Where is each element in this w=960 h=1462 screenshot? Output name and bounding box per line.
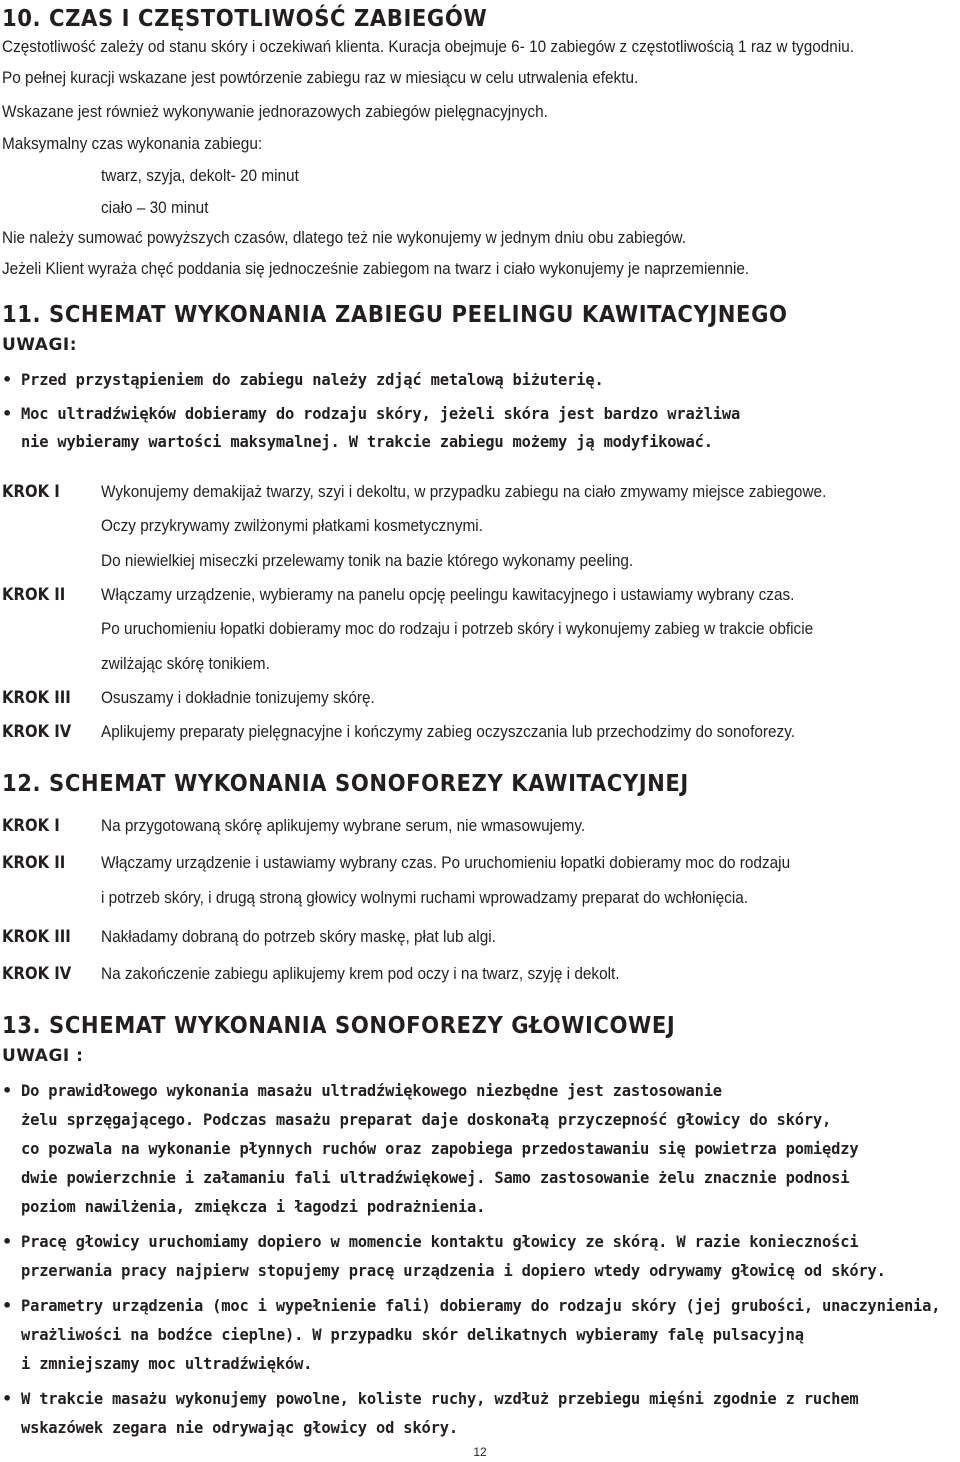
- section-13-note: Pracę głowicy uruchomiamy dopiero w momencie kontaktu głowicy ze skórą. W razie konieczności: [21, 1232, 859, 1251]
- bullet: •: [2, 1389, 13, 1408]
- section-11-step-label: KROK IV: [2, 722, 72, 741]
- section-13-note: żelu sprzęgającego. Podczas masażu preparat daje doskonałą przyczepność głowicy do skóry,: [21, 1110, 832, 1129]
- section-11-notes-label: UWAGI:: [2, 335, 78, 355]
- section-12-title: 12. SCHEMAT WYKONANIA SONOFOREZY KAWITACYJNEJ: [2, 771, 689, 797]
- section-13-title: 13. SCHEMAT WYKONANIA SONOFOREZY GŁOWICOWEJ: [2, 1013, 676, 1039]
- section-10-title: 10. CZAS I CZĘSTOTLIWOŚĆ ZABIEGÓW: [2, 6, 488, 32]
- bullet: •: [2, 1296, 13, 1315]
- section-13-note: Do prawidłowego wykonania masażu ultradźwiękowego niezbędne jest zastosowanie: [21, 1081, 722, 1100]
- bullet: •: [2, 404, 13, 423]
- section-10-time-body: ciało – 30 minut: [101, 199, 209, 217]
- section-10-line: Częstotliwość zależy od stanu skóry i oczekiwań klienta. Kuracja obejmuje 6- 10 zabiegów z częstotliwością 1 raz w tygodniu.: [2, 38, 855, 56]
- section-10-line: Maksymalny czas wykonania zabiegu:: [2, 135, 263, 153]
- section-12-step-label: KROK II: [2, 853, 66, 872]
- section-13-note: przerwania pracy najpierw stopujemy pracę urządzenia i dopiero wtedy odrywamy głowicę od skóry.: [21, 1261, 886, 1280]
- section-11-step-label: KROK I: [2, 482, 60, 501]
- section-13-note: wskazówek zegara nie odrywając głowicy od skóry.: [21, 1418, 458, 1437]
- section-11-step-text: zwilżając skórę tonikiem.: [101, 655, 270, 673]
- section-10-line: Wskazane jest również wykonywanie jednorazowych zabiegów pielęgnacyjnych.: [2, 103, 548, 121]
- section-13-note: Parametry urządzenia (moc i wypełnienie fali) dobieramy do rodzaju skóry (jej grubości, unaczynienia,: [21, 1296, 941, 1315]
- section-11-step-text: Po uruchomieniu łopatki dobieramy moc do rodzaju i potrzeb skóry i wykonujemy zabieg w trakcie obficie: [101, 620, 814, 638]
- section-13-note: co pozwala na wykonanie płynnych ruchów oraz zapobiega przedostawaniu się powietrza pomiędzy: [21, 1139, 859, 1158]
- section-13-note: poziom nawilżenia, zmiękcza i łagodzi podrażnienia.: [21, 1197, 486, 1216]
- section-11-note: nie wybieramy wartości maksymalnej. W trakcie zabiegu możemy ją modyfikować.: [21, 432, 713, 451]
- section-11-step-text: Wykonujemy demakijaż twarzy, szyi i dekoltu, w przypadku zabiegu na ciało zmywamy miejsce zabiegowe.: [101, 483, 827, 501]
- section-13-note: wrażliwości na bodźce cieplne). W przypadku skór delikatnych wybieramy falę pulsacyjną: [21, 1325, 804, 1344]
- section-13-notes-label: UWAGI :: [2, 1046, 84, 1066]
- section-12-step-text: Nakładamy dobraną do potrzeb skóry maskę, płat lub algi.: [101, 928, 496, 946]
- section-11-step-text: Włączamy urządzenie, wybieramy na panelu opcję peelingu kawitacyjnego i ustawiamy wybrany czas.: [101, 586, 795, 604]
- section-11-title: 11. SCHEMAT WYKONANIA ZABIEGU PEELINGU KAWITACYJNEGO: [2, 302, 788, 328]
- section-11-step-text: Aplikujemy preparaty pielęgnacyjne i kończymy zabieg oczyszczania lub przechodzimy do sonoforezy.: [101, 723, 795, 741]
- section-10-line: Jeżeli Klient wyraża chęć poddania się jednocześnie zabiegom na twarz i ciało wykonujemy je naprzemiennie.: [2, 260, 750, 278]
- bullet: •: [2, 1232, 13, 1251]
- section-11-step-text: Osuszamy i dokładnie tonizujemy skórę.: [101, 689, 375, 707]
- section-12-step-text: i potrzeb skóry, i drugą stroną głowicy wolnymi ruchami wprowadzamy preparat do wchłonięcia.: [101, 889, 749, 907]
- section-13-note: W trakcie masażu wykonujemy powolne, koliste ruchy, wzdłuż przebiegu mięśni zgodnie z ruchem: [21, 1389, 859, 1408]
- section-12-step-label: KROK I: [2, 816, 60, 835]
- section-12-step-text: Włączamy urządzenie i ustawiamy wybrany czas. Po uruchomieniu łopatki dobieramy moc do rodzaju: [101, 854, 791, 872]
- bullet: •: [2, 370, 13, 389]
- section-12-step-label: KROK III: [2, 927, 71, 946]
- section-10-line: Po pełnej kuracji wskazane jest powtórzenie zabiegu raz w miesiącu w celu utrwalenia efektu.: [2, 69, 639, 87]
- section-13-note: dwie powierzchnie i załamaniu fali ultradźwiękowej. Samo zastosowanie żelu znacznie podnosi: [21, 1168, 850, 1187]
- section-11-step-label: KROK III: [2, 688, 71, 707]
- section-10-line: Nie należy sumować powyższych czasów, dlatego też nie wykonujemy w jednym dniu obu zabiegów.: [2, 229, 687, 247]
- section-11-note: Moc ultradźwięków dobieramy do rodzaju skóry, jeżeli skóra jest bardzo wrażliwa: [21, 404, 741, 423]
- section-12-step-text: Na zakończenie zabiegu aplikujemy krem pod oczy i na twarz, szyję i dekolt.: [101, 965, 620, 983]
- section-11-step-text: Do niewielkiej miseczki przelewamy tonik na bazie którego wykonamy peeling.: [101, 552, 634, 570]
- section-10-time-face: twarz, szyja, dekolt- 20 minut: [101, 167, 299, 185]
- page-number: 12: [473, 1445, 487, 1459]
- section-12-step-label: KROK IV: [2, 964, 72, 983]
- section-11-step-text: Oczy przykrywamy zwilżonymi płatkami kosmetycznymi.: [101, 517, 483, 535]
- section-12-step-text: Na przygotowaną skórę aplikujemy wybrane serum, nie wmasowujemy.: [101, 817, 586, 835]
- section-11-note: Przed przystąpieniem do zabiegu należy zdjąć metalową biżuterię.: [21, 370, 604, 389]
- section-13-note: i zmniejszamy moc ultradźwięków.: [21, 1354, 313, 1373]
- section-11-step-label: KROK II: [2, 585, 66, 604]
- bullet: •: [2, 1081, 13, 1100]
